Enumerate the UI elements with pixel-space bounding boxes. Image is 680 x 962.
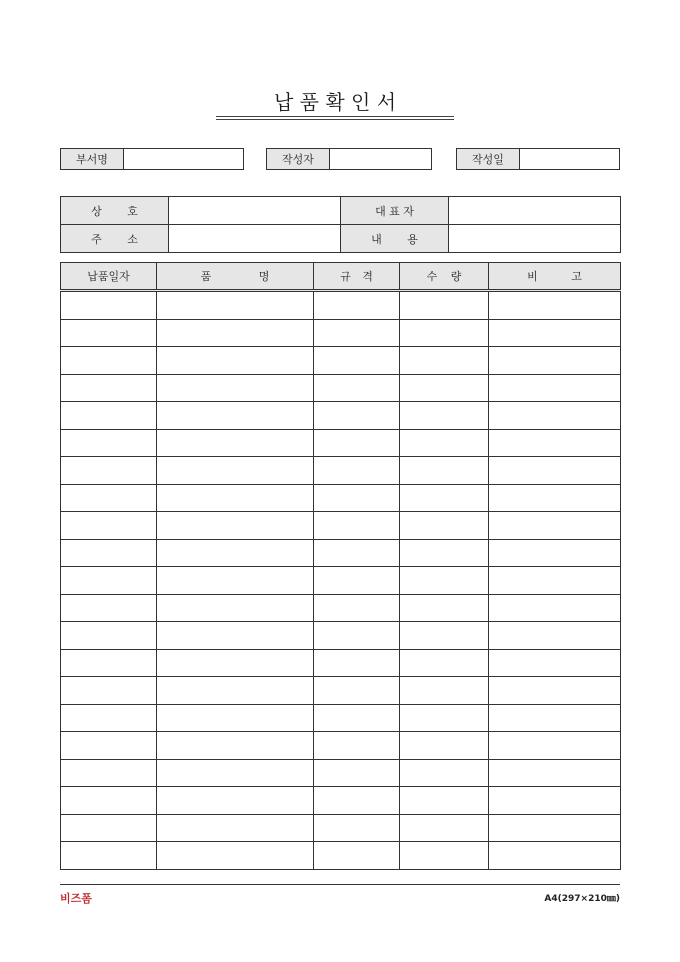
items-header-row [61, 263, 621, 291]
info-table [60, 196, 621, 253]
item-name-cell[interactable] [157, 539, 314, 567]
header-spec: 규 격 [314, 263, 400, 291]
remarks-cell[interactable] [489, 457, 621, 485]
item-name-cell[interactable] [157, 457, 314, 485]
table-row [61, 622, 621, 650]
ceo-label: 대 표 자 [341, 197, 449, 225]
item-name-cell[interactable] [157, 291, 314, 320]
spec-cell[interactable] [314, 704, 400, 732]
remarks-cell[interactable] [489, 677, 621, 705]
delivery-date-cell[interactable] [61, 787, 157, 815]
table-row [61, 649, 621, 677]
quantity-cell[interactable] [400, 594, 489, 622]
items-table [60, 262, 621, 870]
table-row [61, 842, 621, 870]
spec-cell[interactable] [314, 759, 400, 787]
table-row [61, 457, 621, 485]
content-value[interactable] [449, 225, 621, 253]
date-value[interactable] [520, 149, 619, 169]
item-name-cell[interactable] [157, 732, 314, 760]
table-row [61, 787, 621, 815]
table-row [61, 402, 621, 430]
delivery-date-cell[interactable] [61, 429, 157, 457]
quantity-cell[interactable] [400, 787, 489, 815]
item-name-cell[interactable] [157, 402, 314, 430]
item-name-cell[interactable] [157, 704, 314, 732]
delivery-date-cell[interactable] [61, 291, 157, 320]
address-value[interactable] [169, 225, 341, 253]
delivery-date-cell[interactable] [61, 374, 157, 402]
remarks-cell[interactable] [489, 704, 621, 732]
spec-cell[interactable] [314, 842, 400, 870]
remarks-cell[interactable] [489, 732, 621, 760]
quantity-cell[interactable] [400, 402, 489, 430]
quantity-cell[interactable] [400, 291, 489, 320]
delivery-date-cell[interactable] [61, 677, 157, 705]
brand-logo: 비즈폼 [60, 892, 92, 905]
table-row [61, 594, 621, 622]
spec-cell[interactable] [314, 787, 400, 815]
remarks-cell[interactable] [489, 484, 621, 512]
writer-value[interactable] [330, 149, 431, 169]
remarks-cell[interactable] [489, 291, 621, 320]
quantity-cell[interactable] [400, 759, 489, 787]
spec-cell[interactable] [314, 374, 400, 402]
header-item-name: 품 명 [157, 263, 314, 291]
content-label: 내 용 [341, 225, 449, 253]
spec-cell[interactable] [314, 622, 400, 650]
delivery-date-cell[interactable] [61, 649, 157, 677]
title-underline [216, 116, 454, 120]
company-value[interactable] [169, 197, 341, 225]
table-row [61, 814, 621, 842]
quantity-cell[interactable] [400, 429, 489, 457]
table-row [61, 704, 621, 732]
spec-cell[interactable] [314, 484, 400, 512]
delivery-date-cell[interactable] [61, 622, 157, 650]
remarks-cell[interactable] [489, 842, 621, 870]
header-delivery-date: 납품일자 [61, 263, 157, 291]
item-name-cell[interactable] [157, 512, 314, 540]
header-remarks: 비 고 [489, 263, 621, 291]
spec-cell[interactable] [314, 402, 400, 430]
quantity-cell[interactable] [400, 567, 489, 595]
spec-cell[interactable] [314, 291, 400, 320]
address-label: 주 소 [61, 225, 169, 253]
delivery-date-cell[interactable] [61, 759, 157, 787]
table-row [61, 347, 621, 375]
remarks-cell[interactable] [489, 649, 621, 677]
quantity-cell[interactable] [400, 539, 489, 567]
table-row [61, 291, 621, 320]
remarks-cell[interactable] [489, 319, 621, 347]
item-name-cell[interactable] [157, 347, 314, 375]
date-field [456, 148, 620, 170]
spec-cell[interactable] [314, 429, 400, 457]
dept-field [60, 148, 244, 170]
remarks-cell[interactable] [489, 567, 621, 595]
delivery-date-cell[interactable] [61, 319, 157, 347]
item-name-cell[interactable] [157, 319, 314, 347]
quantity-cell[interactable] [400, 649, 489, 677]
quantity-cell[interactable] [400, 622, 489, 650]
quantity-cell[interactable] [400, 512, 489, 540]
spec-cell[interactable] [314, 567, 400, 595]
items-body [61, 291, 621, 870]
remarks-cell[interactable] [489, 374, 621, 402]
delivery-date-cell[interactable] [61, 484, 157, 512]
delivery-date-cell[interactable] [61, 594, 157, 622]
item-name-cell[interactable] [157, 677, 314, 705]
quantity-cell[interactable] [400, 484, 489, 512]
delivery-date-cell[interactable] [61, 704, 157, 732]
quantity-cell[interactable] [400, 842, 489, 870]
spec-cell[interactable] [314, 512, 400, 540]
delivery-date-cell[interactable] [61, 402, 157, 430]
remarks-cell[interactable] [489, 429, 621, 457]
table-row [61, 759, 621, 787]
writer-field [266, 148, 432, 170]
table-row [61, 732, 621, 760]
header-quantity: 수 량 [400, 263, 489, 291]
item-name-cell[interactable] [157, 429, 314, 457]
quantity-cell[interactable] [400, 814, 489, 842]
table-row [61, 567, 621, 595]
remarks-cell[interactable] [489, 594, 621, 622]
table-row [61, 484, 621, 512]
item-name-cell[interactable] [157, 622, 314, 650]
spec-cell[interactable] [314, 677, 400, 705]
delivery-date-cell[interactable] [61, 347, 157, 375]
delivery-date-cell[interactable] [61, 539, 157, 567]
quantity-cell[interactable] [400, 732, 489, 760]
company-label: 상 호 [61, 197, 169, 225]
item-name-cell[interactable] [157, 649, 314, 677]
table-row [61, 319, 621, 347]
table-row [61, 539, 621, 567]
quantity-cell[interactable] [400, 704, 489, 732]
date-label: 작성일 [457, 149, 520, 169]
remarks-cell[interactable] [489, 787, 621, 815]
item-name-cell[interactable] [157, 787, 314, 815]
dept-value[interactable] [124, 149, 243, 169]
table-row [61, 677, 621, 705]
table-row [61, 374, 621, 402]
quantity-cell[interactable] [400, 319, 489, 347]
item-name-cell[interactable] [157, 374, 314, 402]
quantity-cell[interactable] [400, 457, 489, 485]
remarks-cell[interactable] [489, 814, 621, 842]
item-name-cell[interactable] [157, 842, 314, 870]
delivery-date-cell[interactable] [61, 512, 157, 540]
remarks-cell[interactable] [489, 759, 621, 787]
delivery-date-cell[interactable] [61, 814, 157, 842]
remarks-cell[interactable] [489, 402, 621, 430]
delivery-date-cell[interactable] [61, 842, 157, 870]
item-name-cell[interactable] [157, 594, 314, 622]
paper-size-label: A4(297×210㎜) [544, 894, 620, 904]
remarks-cell[interactable] [489, 347, 621, 375]
quantity-cell[interactable] [400, 677, 489, 705]
spec-cell[interactable] [314, 539, 400, 567]
item-name-cell[interactable] [157, 814, 314, 842]
spec-cell[interactable] [314, 732, 400, 760]
writer-label: 작성자 [267, 149, 330, 169]
item-name-cell[interactable] [157, 484, 314, 512]
spec-cell[interactable] [314, 649, 400, 677]
document-title: 납 품 확 인 서 [273, 90, 397, 114]
delivery-date-cell[interactable] [61, 567, 157, 595]
quantity-cell[interactable] [400, 374, 489, 402]
item-name-cell[interactable] [157, 567, 314, 595]
table-row [61, 429, 621, 457]
spec-cell[interactable] [314, 457, 400, 485]
spec-cell[interactable] [314, 347, 400, 375]
delivery-date-cell[interactable] [61, 732, 157, 760]
spec-cell[interactable] [314, 319, 400, 347]
remarks-cell[interactable] [489, 539, 621, 567]
dept-label: 부서명 [61, 149, 124, 169]
delivery-date-cell[interactable] [61, 457, 157, 485]
spec-cell[interactable] [314, 814, 400, 842]
remarks-cell[interactable] [489, 512, 621, 540]
spec-cell[interactable] [314, 594, 400, 622]
item-name-cell[interactable] [157, 759, 314, 787]
remarks-cell[interactable] [489, 622, 621, 650]
ceo-value[interactable] [449, 197, 621, 225]
footer-divider [60, 884, 620, 885]
quantity-cell[interactable] [400, 347, 489, 375]
table-row [61, 512, 621, 540]
